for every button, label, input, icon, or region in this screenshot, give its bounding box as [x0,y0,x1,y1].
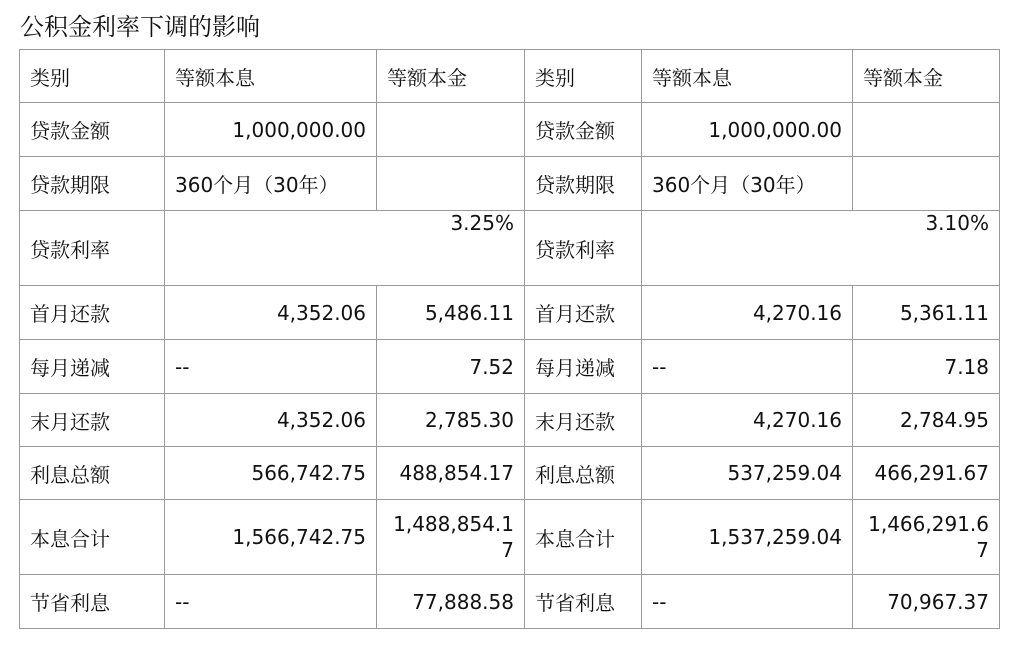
header-equal-payment: 等额本息 [165,50,377,103]
row-label: 每月递减 [20,340,165,394]
table-row [20,340,1000,394]
row-label: 节省利息 [20,575,165,629]
cell-value [853,103,1000,157]
cell-value: 2,784.95 [853,394,1000,447]
cell-value: -- [165,575,377,629]
table-row [20,447,1000,500]
row-label: 末月还款 [20,394,165,447]
cell-value: 3.25% [165,211,525,286]
cell-value: 1,000,000.00 [642,103,853,157]
row-label: 贷款利率 [525,211,642,286]
row-label: 利息总额 [525,447,642,500]
header-category: 类别 [20,50,165,103]
rate-comparison-table [19,49,1000,629]
table-header-row [20,50,1000,103]
row-label: 贷款金额 [525,103,642,157]
cell-value: 4,270.16 [642,394,853,447]
cell-value: 3.10% [642,211,1000,286]
cell-value: -- [642,340,853,394]
page-title: 公积金利率下调的影响 [20,13,260,41]
table-row [20,103,1000,157]
row-label: 末月还款 [525,394,642,447]
table-row [20,500,1000,575]
cell-value: 1,000,000.00 [165,103,377,157]
cell-value: 1,488,854.17 [377,500,525,575]
row-label: 每月递减 [525,340,642,394]
cell-value [853,157,1000,211]
header-equal-payment: 等额本息 [642,50,853,103]
cell-value: 5,486.11 [377,286,525,340]
row-label: 本息合计 [20,500,165,575]
row-label: 首月还款 [525,286,642,340]
cell-value: 2,785.30 [377,394,525,447]
cell-value: 77,888.58 [377,575,525,629]
cell-value: 488,854.17 [377,447,525,500]
table-row [20,157,1000,211]
cell-value: 4,270.16 [642,286,853,340]
table-row [20,394,1000,447]
cell-value: 537,259.04 [642,447,853,500]
cell-value [377,103,525,157]
cell-value [377,157,525,211]
row-label: 贷款期限 [20,157,165,211]
cell-value: -- [165,340,377,394]
row-label: 首月还款 [20,286,165,340]
row-label: 本息合计 [525,500,642,575]
cell-value: 4,352.06 [165,394,377,447]
row-label: 贷款期限 [525,157,642,211]
table-row [20,286,1000,340]
cell-value: -- [642,575,853,629]
header-equal-principal: 等额本金 [853,50,1000,103]
row-label: 贷款金额 [20,103,165,157]
cell-value: 7.52 [377,340,525,394]
table-row [20,211,1000,286]
cell-value: 360个月（30年） [165,157,377,211]
cell-value: 360个月（30年） [642,157,853,211]
cell-value: 5,361.11 [853,286,1000,340]
header-equal-principal: 等额本金 [377,50,525,103]
table-row [20,575,1000,629]
cell-value: 1,537,259.04 [642,500,853,575]
cell-value: 7.18 [853,340,1000,394]
cell-value: 1,466,291.67 [853,500,1000,575]
row-label: 节省利息 [525,575,642,629]
cell-value: 1,566,742.75 [165,500,377,575]
cell-value: 566,742.75 [165,447,377,500]
row-label: 利息总额 [20,447,165,500]
header-category: 类别 [525,50,642,103]
cell-value: 466,291.67 [853,447,1000,500]
cell-value: 70,967.37 [853,575,1000,629]
cell-value: 4,352.06 [165,286,377,340]
row-label: 贷款利率 [20,211,165,286]
